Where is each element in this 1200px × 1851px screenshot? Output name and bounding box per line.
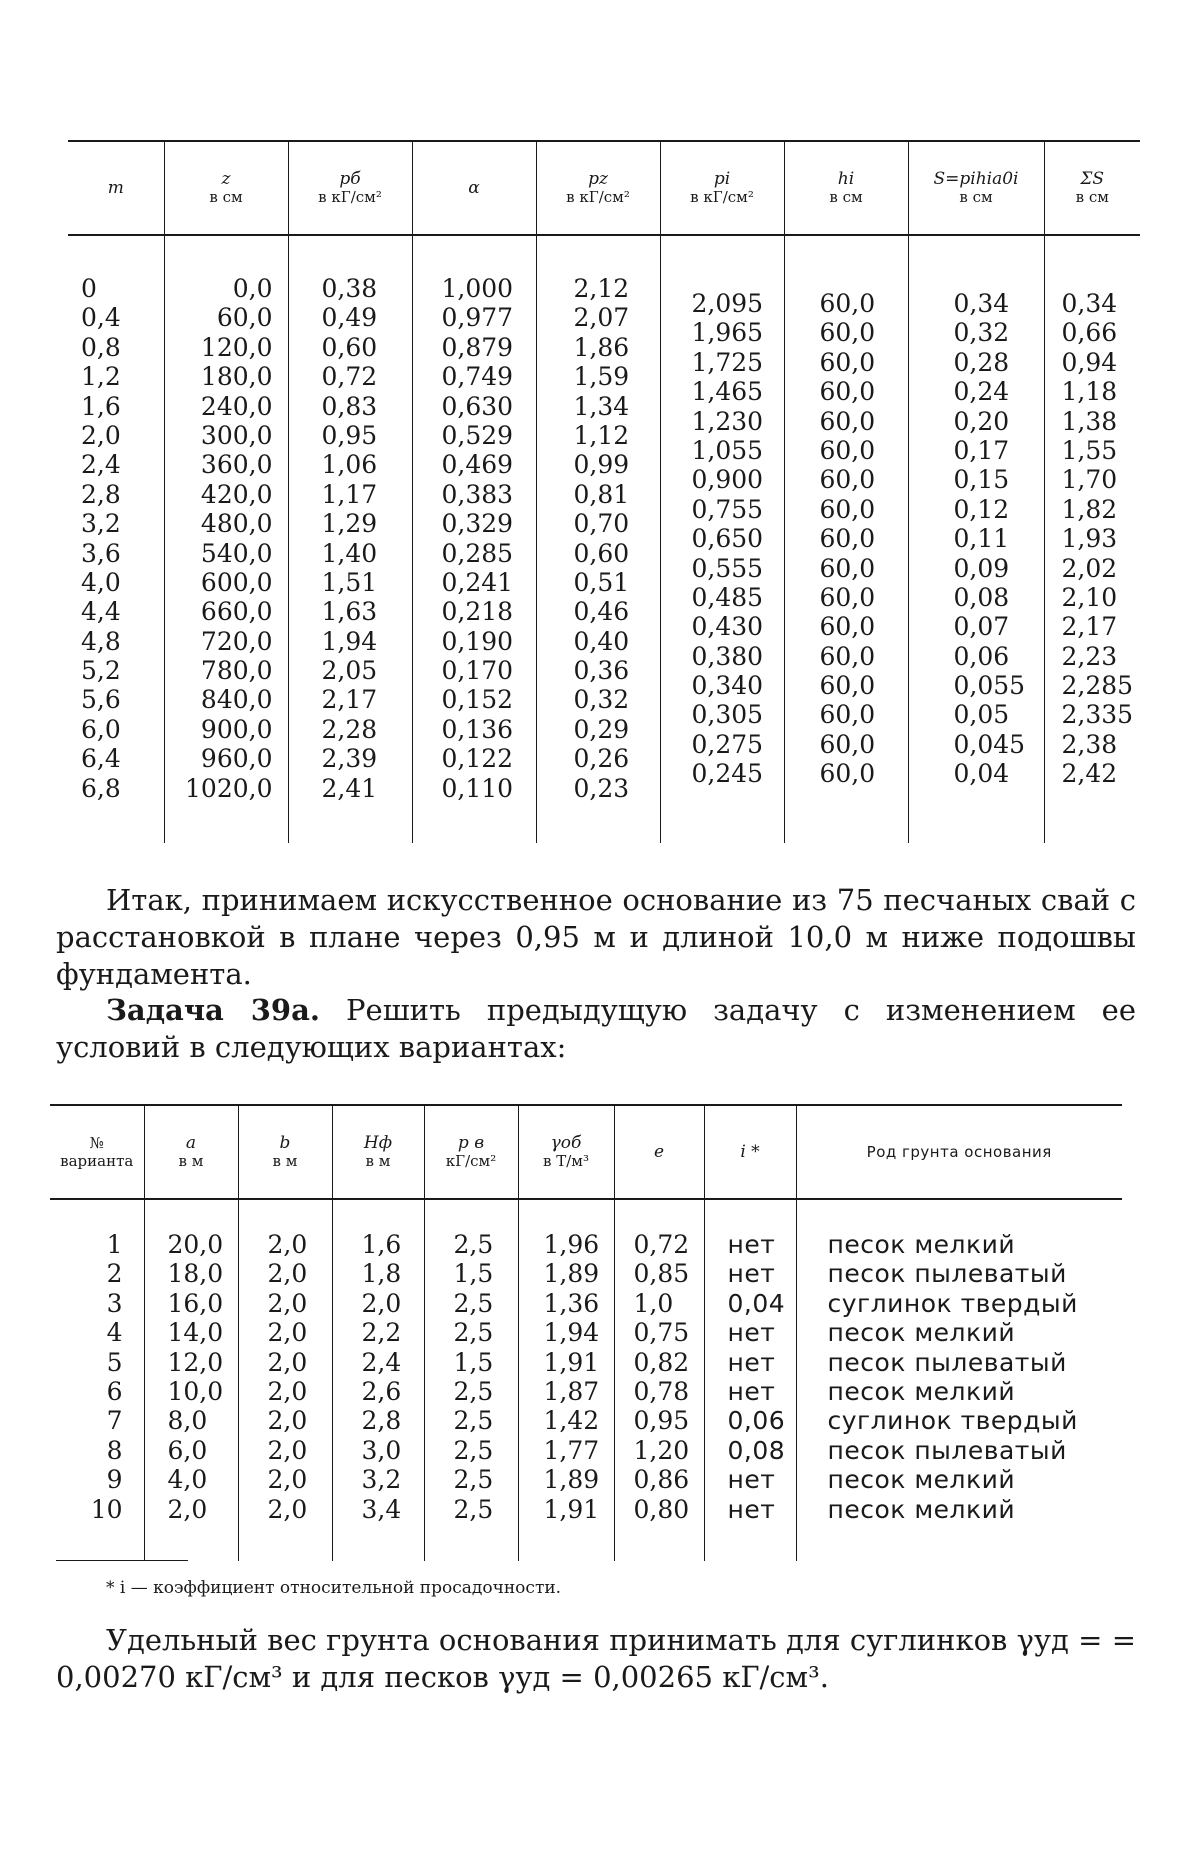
table-cell: 60,0	[819, 377, 876, 407]
table-cell: 0,340	[691, 671, 764, 701]
table-cell: 1,51	[321, 567, 378, 597]
table-cell: 1,94	[321, 626, 378, 656]
table-cell: 2,5	[453, 1376, 494, 1406]
table-cell: 60,0	[216, 303, 273, 333]
header-alpha: α	[412, 141, 536, 235]
table-cell: 1,86	[573, 332, 630, 362]
column-soil-type	[796, 1199, 1122, 1561]
table-cell: 2,0	[361, 1288, 402, 1318]
table-cell: 2,17	[1061, 612, 1118, 642]
table-cell: 360,0	[200, 450, 273, 480]
table-cell: нет	[727, 1259, 776, 1289]
table-cell: 1,0	[633, 1288, 674, 1318]
table-cell: 1	[106, 1230, 123, 1259]
header-e: e	[614, 1105, 704, 1199]
table-cell: 0,485	[691, 582, 764, 612]
table-cell: 1,89	[543, 1259, 600, 1289]
table-cell: 0,86	[633, 1465, 690, 1495]
table-cell: 2,5	[453, 1465, 494, 1495]
table-cell: 0,0	[232, 274, 273, 303]
task-label: Задача 39а.	[106, 993, 320, 1027]
task-text: Решить предыдущую задачу с изменением ее условий в следующих вариантах:	[56, 993, 1136, 1064]
table-cell: 0,4	[81, 303, 121, 333]
table-cell: 1,2	[81, 362, 121, 392]
table-cell: суглинок твердый	[827, 1406, 1078, 1436]
table-cell: 0,07	[953, 612, 1010, 642]
table-cell: 2,05	[321, 656, 378, 686]
header-gamma: γоб в Т/м³	[518, 1105, 614, 1199]
column-h-f	[332, 1199, 424, 1561]
header-soil-type: Род грунта основания	[796, 1105, 1122, 1199]
table-cell: 0,8	[81, 332, 121, 362]
table-cell: 0,80	[633, 1494, 690, 1524]
table-cell: 6,0	[167, 1435, 208, 1465]
task-statement	[56, 992, 1136, 1066]
table-cell: 0,20	[953, 406, 1010, 436]
table-cell: 2,4	[81, 450, 121, 480]
table-cell: 20,0	[167, 1230, 224, 1259]
table-cell: 2,41	[321, 773, 378, 803]
table-cell: 0,285	[441, 538, 514, 568]
header-p-z: pz в кГ/см²	[536, 141, 660, 235]
table-cell: 2,8	[361, 1406, 402, 1436]
column-h-i	[784, 235, 908, 843]
table-cell: песок пылеватый	[827, 1435, 1067, 1465]
table-cell: 0,190	[441, 626, 514, 656]
table-cell: 0,24	[953, 377, 1010, 407]
table-cell: 6,8	[81, 773, 121, 803]
table-cell: 0,152	[441, 685, 514, 715]
table-cell: 5,2	[81, 656, 121, 686]
table-cell: песок мелкий	[827, 1494, 1016, 1524]
table-cell: 0,38	[321, 274, 378, 303]
table-cell: 2,28	[321, 714, 378, 744]
table-cell: 1,63	[321, 597, 378, 627]
table-cell: 2,0	[167, 1494, 208, 1524]
table-cell: 4,8	[81, 626, 121, 656]
table-cell: нет	[727, 1318, 776, 1348]
table-cell: 1,230	[691, 406, 764, 436]
table-cell: 2,0	[267, 1318, 308, 1348]
table-cell: 2,0	[267, 1494, 308, 1524]
table-cell: 0,08	[727, 1435, 786, 1465]
table-cell: 0,40	[573, 626, 630, 656]
table-cell: 1,59	[573, 362, 630, 392]
table-header-row	[50, 1105, 1122, 1199]
table-cell: 2,335	[1061, 700, 1134, 730]
table-cell: 1,36	[543, 1288, 600, 1318]
table-cell: 0,055	[953, 671, 1026, 701]
table-cell: 0,99	[573, 450, 630, 480]
table-cell: 1,965	[691, 318, 764, 348]
table-cell: 2,5	[453, 1318, 494, 1348]
table-cell: 60,0	[819, 759, 876, 789]
variants-table	[50, 1104, 1122, 1561]
table-cell: 1020,0	[185, 773, 273, 803]
column-variant	[50, 1199, 144, 1561]
table-cell: 60,0	[819, 318, 876, 348]
table-cell: 2,39	[321, 744, 378, 774]
table-cell: 8	[106, 1435, 123, 1465]
table-cell: 60,0	[819, 465, 876, 495]
table-cell: 1,000	[441, 274, 514, 303]
table-cell: 4,0	[81, 567, 121, 597]
table-cell: 60,0	[819, 641, 876, 671]
table-cell: 0,529	[441, 420, 514, 450]
table-cell: нет	[727, 1230, 776, 1259]
table-cell: 0,75	[633, 1318, 690, 1348]
table-cell: 0	[81, 274, 97, 303]
table-cell: 2,5	[453, 1230, 494, 1259]
column-s	[908, 235, 1044, 843]
table-body-row	[50, 1199, 1122, 1561]
table-cell: 60,0	[819, 435, 876, 465]
table-cell: 0,82	[633, 1347, 690, 1377]
table-cell: 0,60	[321, 332, 378, 362]
table-cell: 0,72	[633, 1230, 690, 1259]
table-cell: 0,46	[573, 597, 630, 627]
column-m	[68, 235, 164, 843]
header-s: S=pihia0i в см	[908, 141, 1044, 235]
table-cell: 3,2	[361, 1465, 402, 1495]
table-cell: 0,51	[573, 567, 630, 597]
table-cell: 1,40	[321, 538, 378, 568]
header-sum-s: ΣS в см	[1044, 141, 1140, 235]
table-cell: 540,0	[200, 538, 273, 568]
table-cell: 0,32	[573, 685, 630, 715]
table-cell: 2,5	[453, 1435, 494, 1465]
column-p	[424, 1199, 518, 1561]
table-cell: 10	[90, 1494, 123, 1524]
header-h-f: Hф в м	[332, 1105, 424, 1199]
table-cell: 3	[106, 1288, 123, 1318]
table-header-row	[68, 141, 1140, 235]
table-cell: песок мелкий	[827, 1376, 1016, 1406]
table-cell: 60,0	[819, 671, 876, 701]
column-b	[238, 1199, 332, 1561]
table-cell: 0,85	[633, 1259, 690, 1289]
table-cell: 8,0	[167, 1406, 208, 1436]
table-cell: 0,749	[441, 362, 514, 392]
column-p-b	[288, 235, 412, 843]
table-cell: суглинок твердый	[827, 1288, 1078, 1318]
table-cell: 2,10	[1061, 582, 1118, 612]
table-cell: 60,0	[819, 729, 876, 759]
table-cell: 0,23	[573, 773, 630, 803]
table-cell: 2,02	[1061, 553, 1118, 583]
table-cell: песок мелкий	[827, 1230, 1016, 1259]
table-cell: песок мелкий	[827, 1465, 1016, 1495]
table-cell: 0,469	[441, 450, 514, 480]
conclusion-paragraph: Итак, принимаем искусственное основание из 75 песчаных свай с расстановкой в плане через 0,95 м и длиной 10,0 м ниже подошвы фундамента.	[56, 883, 1136, 991]
table-cell: 2	[106, 1259, 123, 1289]
table-cell: 0,900	[691, 465, 764, 495]
table-cell: 180,0	[200, 362, 273, 392]
table-cell: 0,430	[691, 612, 764, 642]
table-cell: 5,6	[81, 685, 121, 715]
table-cell: нет	[727, 1376, 776, 1406]
table-cell: 0,12	[953, 494, 1010, 524]
table-cell: 0,49	[321, 303, 378, 333]
header-p: p в кГ/см²	[424, 1105, 518, 1199]
table-cell: 14,0	[167, 1318, 224, 1348]
table-cell: 1,6	[81, 391, 121, 421]
table-cell: 60,0	[819, 347, 876, 377]
column-gamma	[518, 1199, 614, 1561]
table-cell: 0,275	[691, 729, 764, 759]
table-cell: 0,245	[691, 759, 764, 789]
table-cell: 1,12	[573, 420, 630, 450]
table-cell: 0,34	[953, 289, 1010, 318]
table-cell: 0,329	[441, 509, 514, 539]
table-cell: 1,91	[543, 1347, 600, 1377]
table-cell: 1,93	[1061, 524, 1118, 554]
table-cell: 60,0	[819, 494, 876, 524]
table-cell: 2,5	[453, 1288, 494, 1318]
table-cell: 60,0	[819, 612, 876, 642]
table-cell: 4,0	[167, 1465, 208, 1495]
table-cell: 660,0	[200, 597, 273, 627]
table-cell: 2,0	[267, 1435, 308, 1465]
table-cell: 0,26	[573, 744, 630, 774]
table-cell: 1,06	[321, 450, 378, 480]
table-cell: 0,32	[953, 318, 1010, 348]
table-cell: 2,38	[1061, 729, 1118, 759]
table-cell: 0,34	[1061, 289, 1118, 318]
table-cell: 1,6	[361, 1230, 402, 1259]
table-cell: 0,06	[953, 641, 1010, 671]
table-cell: 16,0	[167, 1288, 224, 1318]
table-cell: 0,94	[1061, 347, 1118, 377]
table-cell: 1,42	[543, 1406, 600, 1436]
table-cell: нет	[727, 1494, 776, 1524]
table-cell: 2,2	[361, 1318, 402, 1348]
table-cell: 0,879	[441, 332, 514, 362]
table-cell: 0,15	[953, 465, 1010, 495]
header-a: a в м	[144, 1105, 238, 1199]
table-cell: 480,0	[200, 509, 273, 539]
table-cell: 0,29	[573, 714, 630, 744]
table-cell: 10,0	[167, 1376, 224, 1406]
table-cell: 0,555	[691, 553, 764, 583]
table-cell: 0,122	[441, 744, 514, 774]
table-cell: 1,38	[1061, 406, 1118, 436]
table-cell: 2,285	[1061, 671, 1134, 701]
table-cell: 1,5	[453, 1347, 494, 1377]
table-cell: 2,0	[267, 1259, 308, 1289]
column-i	[704, 1199, 796, 1561]
table-cell: 0,218	[441, 597, 514, 627]
table-cell: 0,83	[321, 391, 378, 421]
table-cell: 6	[106, 1376, 123, 1406]
table-cell: 4,4	[81, 597, 121, 627]
table-cell: 900,0	[200, 714, 273, 744]
table-cell: 60,0	[819, 700, 876, 730]
header-p-b: pб в кГ/см²	[288, 141, 412, 235]
table-cell: нет	[727, 1347, 776, 1377]
table-cell: 3,0	[361, 1435, 402, 1465]
table-cell: нет	[727, 1465, 776, 1495]
table-cell: 120,0	[200, 332, 273, 362]
table-cell: 0,11	[953, 524, 1010, 554]
table-cell: 9	[106, 1465, 123, 1495]
table-cell: 2,12	[573, 274, 630, 303]
table-cell: 2,23	[1061, 641, 1118, 671]
table-cell: 1,34	[573, 391, 630, 421]
table-cell: 420,0	[200, 479, 273, 509]
table-cell: 0,630	[441, 391, 514, 421]
header-i: i *	[704, 1105, 796, 1199]
table-cell: 2,0	[267, 1406, 308, 1436]
table-cell: 3,4	[361, 1494, 402, 1524]
table-cell: 1,96	[543, 1230, 600, 1259]
table-cell: 1,465	[691, 377, 764, 407]
table-cell: 1,55	[1061, 435, 1118, 465]
table-cell: 0,241	[441, 567, 514, 597]
table-cell: 60,0	[819, 289, 876, 318]
table-cell: 12,0	[167, 1347, 224, 1377]
header-b: b в м	[238, 1105, 332, 1199]
table-cell: 2,42	[1061, 759, 1118, 789]
table-cell: 60,0	[819, 582, 876, 612]
table-cell: 0,045	[953, 729, 1026, 759]
table-cell: 1,77	[543, 1435, 600, 1465]
table-cell: 2,17	[321, 685, 378, 715]
table-cell: 3,2	[81, 509, 121, 539]
table-cell: 5	[106, 1347, 123, 1377]
table-cell: 2,095	[691, 289, 764, 318]
header-m: m	[68, 141, 164, 235]
table-cell: 960,0	[200, 744, 273, 774]
table-cell: 0,95	[321, 420, 378, 450]
column-a	[144, 1199, 238, 1561]
table-cell: 1,055	[691, 435, 764, 465]
header-variant: № варианта	[50, 1105, 144, 1199]
table-cell: 3,6	[81, 538, 121, 568]
table-cell: 720,0	[200, 626, 273, 656]
table-cell: песок мелкий	[827, 1318, 1016, 1348]
table-cell: 0,170	[441, 656, 514, 686]
table-cell: песок пылеватый	[827, 1259, 1067, 1289]
column-z	[164, 235, 288, 843]
table-cell: 240,0	[200, 391, 273, 421]
table-cell: 1,5	[453, 1259, 494, 1289]
table-cell: 0,136	[441, 714, 514, 744]
table-cell: 0,06	[727, 1406, 786, 1436]
header-z: z в см	[164, 141, 288, 235]
table-cell: 2,5	[453, 1406, 494, 1436]
table-cell: 18,0	[167, 1259, 224, 1289]
table-cell: 2,5	[453, 1494, 494, 1524]
table-cell: 0,09	[953, 553, 1010, 583]
specific-weight-paragraph: Удельный вес грунта основания принимать для суглинков γуд = = 0,00270 кГ/см³ и для песков γуд = 0,00265 кГ/см³.	[56, 1623, 1136, 1694]
table-cell: 0,04	[953, 759, 1010, 789]
footnote-rule	[56, 1560, 188, 1561]
column-e	[614, 1199, 704, 1561]
table-cell: 0,78	[633, 1376, 690, 1406]
table-cell: 0,305	[691, 700, 764, 730]
table-cell: 1,87	[543, 1376, 600, 1406]
table-cell: 600,0	[200, 567, 273, 597]
table-cell: 0,66	[1061, 318, 1118, 348]
table-cell: 2,6	[361, 1376, 402, 1406]
table-cell: 0,755	[691, 494, 764, 524]
table-cell: 2,07	[573, 303, 630, 333]
table-cell: 2,0	[267, 1376, 308, 1406]
table-cell: 60,0	[819, 553, 876, 583]
table-cell: 0,95	[633, 1406, 690, 1436]
table-cell: 1,82	[1061, 494, 1118, 524]
table-cell: 1,91	[543, 1494, 600, 1524]
table-cell: 1,29	[321, 509, 378, 539]
table-cell: 1,8	[361, 1259, 402, 1289]
header-p-i: pi в кГ/см²	[660, 141, 784, 235]
table-cell: 1,18	[1061, 377, 1118, 407]
table-cell: 0,36	[573, 656, 630, 686]
header-h-i: hi в см	[784, 141, 908, 235]
table-body-row	[68, 235, 1140, 843]
table-cell: 2,8	[81, 479, 121, 509]
table-cell: 0,17	[953, 435, 1010, 465]
table-cell: 840,0	[200, 685, 273, 715]
table-cell: 0,60	[573, 538, 630, 568]
table-cell: 0,05	[953, 700, 1010, 730]
table-cell: 0,110	[441, 773, 514, 803]
table-cell: 0,977	[441, 303, 514, 333]
table-cell: песок пылеватый	[827, 1347, 1067, 1377]
table-cell: 6,0	[81, 714, 121, 744]
column-p-i	[660, 235, 784, 843]
table-cell: 1,20	[633, 1435, 690, 1465]
table-cell: 0,72	[321, 362, 378, 392]
table-cell: 0,28	[953, 347, 1010, 377]
table-cell: 0,81	[573, 479, 630, 509]
table-cell: 1,89	[543, 1465, 600, 1495]
column-alpha	[412, 235, 536, 843]
table-cell: 1,725	[691, 347, 764, 377]
table-cell: 2,0	[267, 1465, 308, 1495]
column-sum-s	[1044, 235, 1140, 843]
settlement-table	[68, 140, 1140, 843]
table-cell: 1,94	[543, 1318, 600, 1348]
table-cell: 0,08	[953, 582, 1010, 612]
table-cell: 0,380	[691, 641, 764, 671]
table-cell: 2,4	[361, 1347, 402, 1377]
table-cell: 60,0	[819, 406, 876, 436]
column-p-z	[536, 235, 660, 843]
table-cell: 1,17	[321, 479, 378, 509]
table-cell: 2,0	[81, 420, 121, 450]
table-cell: 2,0	[267, 1288, 308, 1318]
table-cell: 0,650	[691, 524, 764, 554]
table-cell: 4	[106, 1318, 123, 1348]
table-cell: 60,0	[819, 524, 876, 554]
table-cell: 1,70	[1061, 465, 1118, 495]
table-cell: 0,70	[573, 509, 630, 539]
table-cell: 0,04	[727, 1288, 786, 1318]
table-cell: 2,0	[267, 1347, 308, 1377]
table-cell: 780,0	[200, 656, 273, 686]
table-cell: 300,0	[200, 420, 273, 450]
table-cell: 7	[106, 1406, 123, 1436]
table-cell: 0,383	[441, 479, 514, 509]
table-cell: 2,0	[267, 1230, 308, 1259]
footnote: * i — коэффициент относительной просадочности.	[106, 1578, 562, 1598]
table-cell: 6,4	[81, 744, 121, 774]
